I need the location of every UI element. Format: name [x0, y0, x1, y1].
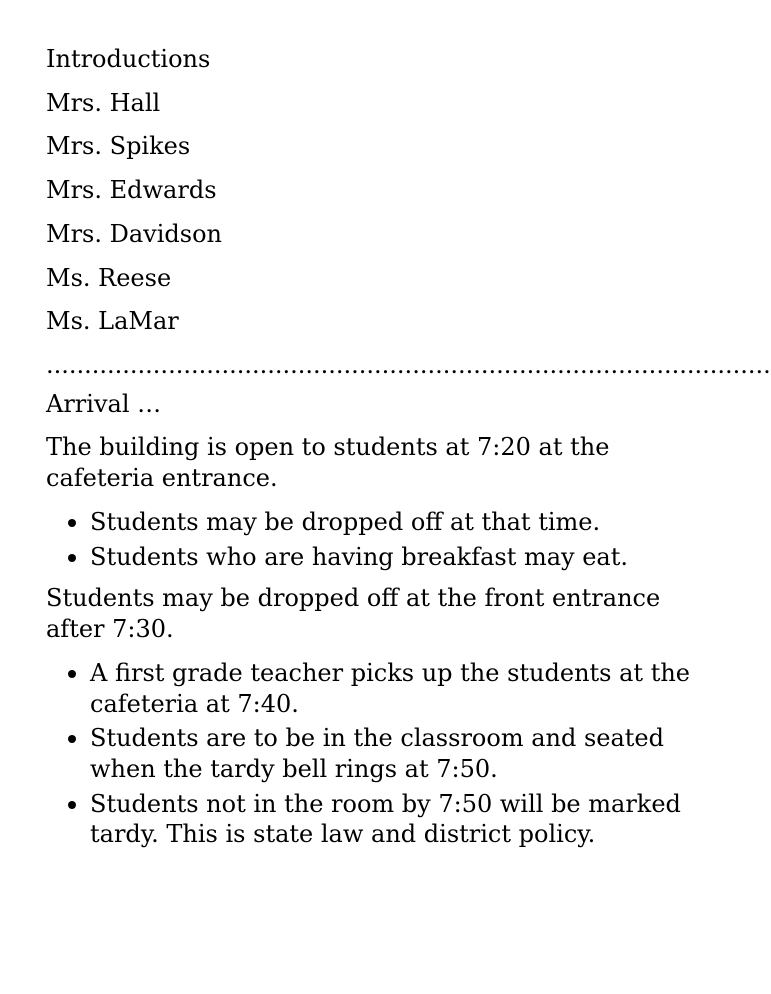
list-item — [90, 507, 720, 538]
bullet-icon — [68, 670, 76, 678]
bullet-icon — [68, 735, 76, 743]
arrival-paragraph: The building is open to students at 7:20 at the cafeteria entrance. — [46, 433, 610, 493]
dotted-divider: ............................................................................................... — [46, 351, 771, 380]
list-item-text: Students are to be in the classroom and seated when the tardy bell rings at 7:50. — [90, 724, 664, 783]
list-item-text: A first grade teacher picks up the students at the cafeteria at 7:40. — [90, 658, 690, 718]
list-item-text: Students who are having breakfast may eat. — [90, 542, 629, 571]
teacher-name: Ms. LaMar — [46, 307, 179, 336]
list-item-text: Students may be dropped off at that time. — [90, 507, 601, 536]
bullet-icon — [68, 554, 76, 562]
dropoff-paragraph: Students may be dropped off at the front entrance after 7:30. — [46, 584, 661, 644]
teacher-name: Mrs. Hall — [46, 88, 161, 117]
teacher-name: Mrs. Edwards — [46, 176, 217, 205]
teacher-name: Ms. Reese — [46, 263, 172, 292]
list-item-text: Students not in the room by 7:50 will be marked tardy. This is state law and district policy. — [90, 789, 681, 849]
list-item — [90, 789, 720, 850]
teacher-name: Mrs. Spikes — [46, 132, 191, 161]
bullet-icon — [68, 801, 76, 809]
arrival-bullet-list — [46, 507, 720, 572]
dropoff-bullet-list — [46, 658, 720, 850]
introductions-heading: Introductions — [46, 45, 211, 73]
list-item — [90, 542, 720, 573]
list-item — [90, 723, 720, 784]
list-item — [90, 658, 720, 719]
bullet-icon — [68, 519, 76, 527]
arrival-heading: Arrival … — [46, 389, 162, 418]
teacher-name: Mrs. Davidson — [46, 219, 222, 248]
